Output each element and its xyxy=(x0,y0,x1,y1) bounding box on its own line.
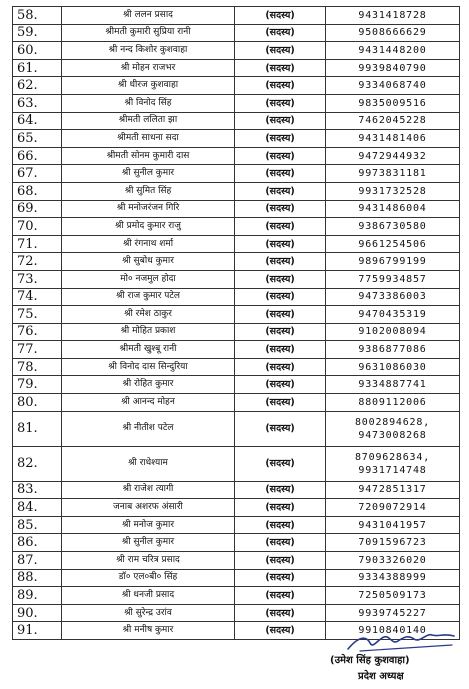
phone-cell xyxy=(326,270,460,288)
phone-number: 8809112006 xyxy=(358,396,427,408)
phone-number: 9472851317 xyxy=(358,484,427,496)
member-role: (सदस्य) xyxy=(235,77,326,95)
member-role: (सदस्य) xyxy=(235,516,326,534)
member-role: (सदस्य) xyxy=(235,288,326,306)
serial-number: 69. xyxy=(13,200,62,218)
member-role: (सदस्य) xyxy=(235,200,326,218)
member-name: श्रीमती साधना सदा xyxy=(62,130,235,148)
phone-cell xyxy=(326,59,460,77)
member-row xyxy=(13,306,460,324)
member-name: श्री सुनील कुमार xyxy=(62,534,235,552)
phone-cell xyxy=(326,569,460,587)
member-role: (सदस्य) xyxy=(235,306,326,324)
member-name: श्री राजेश त्यागी xyxy=(62,481,235,499)
member-row xyxy=(13,165,460,183)
member-name: श्री मनोजरंजन गिरि xyxy=(62,200,235,218)
serial-number: 89. xyxy=(13,587,62,605)
member-name: श्री धनजी प्रसाद xyxy=(62,587,235,605)
serial-number: 63. xyxy=(13,94,62,112)
serial-number: 73. xyxy=(13,270,62,288)
member-name: श्री धीरज कुशवाहा xyxy=(62,77,235,95)
member-name: श्री सुमित सिंह xyxy=(62,182,235,200)
member-role: (सदस्य) xyxy=(235,446,326,481)
member-name: श्री ललन प्रसाद xyxy=(62,7,235,25)
member-row xyxy=(13,358,460,376)
serial-number: 71. xyxy=(13,235,62,253)
serial-number: 74. xyxy=(13,288,62,306)
member-row xyxy=(13,94,460,112)
phone-number: 9661254506 xyxy=(358,238,427,250)
phone-number: 7903326020 xyxy=(358,554,427,566)
member-name: श्री विनोद सिंह xyxy=(62,94,235,112)
serial-number: 77. xyxy=(13,341,62,359)
serial-number: 90. xyxy=(13,604,62,622)
phone-number: 9473008268 xyxy=(358,429,427,441)
serial-number: 91. xyxy=(13,622,62,640)
member-role: (सदस्य) xyxy=(235,587,326,605)
member-rows xyxy=(13,7,460,640)
serial-number: 66. xyxy=(13,147,62,165)
phone-number: 9472944932 xyxy=(358,150,427,162)
member-list-table xyxy=(12,6,460,640)
handwritten-signature xyxy=(340,627,460,655)
member-role: (सदस्य) xyxy=(235,552,326,570)
member-row xyxy=(13,218,460,236)
member-row xyxy=(13,446,460,481)
phone-cell xyxy=(326,376,460,394)
member-name: श्री मनीष कुमार xyxy=(62,622,235,640)
phone-number: 9431486004 xyxy=(358,203,427,215)
phone-cell xyxy=(326,182,460,200)
member-name: श्री मोहित प्रकाश xyxy=(62,323,235,341)
member-role: (सदस्य) xyxy=(235,7,326,25)
phone-cell xyxy=(326,306,460,324)
serial-number: 85. xyxy=(13,516,62,534)
member-name: श्री सुरेन्द्र उरांव xyxy=(62,604,235,622)
serial-number: 68. xyxy=(13,182,62,200)
phone-cell xyxy=(326,587,460,605)
phone-number: 9973831181 xyxy=(358,168,427,180)
member-role: (सदस्य) xyxy=(235,604,326,622)
member-row xyxy=(13,7,460,25)
phone-number: 9431448200 xyxy=(358,44,427,56)
phone-cell xyxy=(326,253,460,271)
phone-number: 9334887741 xyxy=(358,379,427,391)
phone-number: 9431041957 xyxy=(358,519,427,531)
member-role: (सदस्य) xyxy=(235,270,326,288)
member-name: मो० नजमुल होदा xyxy=(62,270,235,288)
member-role: (सदस्य) xyxy=(235,481,326,499)
serial-number: 81. xyxy=(13,411,62,446)
phone-number: 9473386003 xyxy=(358,291,427,303)
phone-cell xyxy=(326,516,460,534)
phone-number: 7250509173 xyxy=(358,590,427,602)
phone-number: 9334388999 xyxy=(358,572,427,584)
phone-cell xyxy=(326,446,460,481)
member-name: श्री नीतीश पटेल xyxy=(62,411,235,446)
member-row xyxy=(13,24,460,42)
member-name: श्री मनोज कुमार xyxy=(62,516,235,534)
member-name: श्री विनोद दास सिन्दुरिया xyxy=(62,358,235,376)
member-role: (सदस्य) xyxy=(235,394,326,412)
member-role: (सदस्य) xyxy=(235,165,326,183)
member-row xyxy=(13,516,460,534)
member-row xyxy=(13,323,460,341)
phone-cell xyxy=(326,77,460,95)
member-row xyxy=(13,200,460,218)
member-name: श्री सुबोध कुमार xyxy=(62,253,235,271)
member-row xyxy=(13,182,460,200)
phone-number: 7759934857 xyxy=(358,273,427,285)
serial-number: 60. xyxy=(13,42,62,60)
serial-number: 67. xyxy=(13,165,62,183)
member-role: (सदस्य) xyxy=(235,499,326,517)
member-name: डॉ० एल०बी० सिंह xyxy=(62,569,235,587)
phone-cell xyxy=(326,394,460,412)
member-row xyxy=(13,376,460,394)
serial-number: 80. xyxy=(13,394,62,412)
phone-cell xyxy=(326,147,460,165)
phone-number: 9939745227 xyxy=(358,607,427,619)
phone-cell xyxy=(326,165,460,183)
member-row xyxy=(13,341,460,359)
phone-cell xyxy=(326,112,460,130)
phone-number: 9931732528 xyxy=(358,185,427,197)
member-role: (सदस्य) xyxy=(235,112,326,130)
serial-number: 86. xyxy=(13,534,62,552)
member-name: श्री राधेश्याम xyxy=(62,446,235,481)
serial-number: 59. xyxy=(13,24,62,42)
serial-number: 70. xyxy=(13,218,62,236)
phone-number: 9910840140 xyxy=(358,625,427,637)
phone-number: 9334068740 xyxy=(358,80,427,92)
member-role: (सदस्य) xyxy=(235,358,326,376)
phone-number: 7462045228 xyxy=(358,115,427,127)
phone-cell xyxy=(326,604,460,622)
phone-cell xyxy=(326,235,460,253)
serial-number: 75. xyxy=(13,306,62,324)
phone-cell xyxy=(326,24,460,42)
member-row xyxy=(13,270,460,288)
member-row xyxy=(13,288,460,306)
member-name: श्री रोहित कुमार xyxy=(62,376,235,394)
phone-number: 9631086030 xyxy=(358,361,427,373)
phone-number: 8709628634, xyxy=(354,451,431,463)
member-row xyxy=(13,42,460,60)
member-row xyxy=(13,411,460,446)
phone-cell xyxy=(326,411,460,446)
member-row xyxy=(13,235,460,253)
member-row xyxy=(13,77,460,95)
phone-cell xyxy=(326,94,460,112)
phone-number: 9431418728 xyxy=(358,9,427,21)
serial-number: 78. xyxy=(13,358,62,376)
member-role: (सदस्य) xyxy=(235,534,326,552)
member-row xyxy=(13,534,460,552)
member-role: (सदस्य) xyxy=(235,622,326,640)
serial-number: 65. xyxy=(13,130,62,148)
member-name: जनाब अशरफ अंसारी xyxy=(62,499,235,517)
phone-number: 9386730580 xyxy=(358,220,427,232)
serial-number: 62. xyxy=(13,77,62,95)
phone-cell xyxy=(326,130,460,148)
member-name: श्रीमती ललिता झा xyxy=(62,112,235,130)
member-name: श्रीमती कुमारी सुप्रिया रानी xyxy=(62,24,235,42)
member-row xyxy=(13,394,460,412)
member-role: (सदस्य) xyxy=(235,569,326,587)
member-row xyxy=(13,59,460,77)
serial-number: 84. xyxy=(13,499,62,517)
phone-number: 8002894628, xyxy=(354,416,431,428)
phone-number: 9386877086 xyxy=(358,344,427,356)
member-name: श्रीमती खुश्बू रानी xyxy=(62,341,235,359)
member-role: (सदस्य) xyxy=(235,147,326,165)
phone-cell xyxy=(326,42,460,60)
member-role: (सदस्य) xyxy=(235,24,326,42)
member-role: (सदस्य) xyxy=(235,235,326,253)
phone-number: 7091596723 xyxy=(358,537,427,549)
phone-number: 9470435319 xyxy=(358,308,427,320)
member-role: (सदस्य) xyxy=(235,341,326,359)
member-role: (सदस्य) xyxy=(235,218,326,236)
serial-number: 87. xyxy=(13,552,62,570)
phone-cell xyxy=(326,218,460,236)
phone-cell xyxy=(326,323,460,341)
member-name: श्री मोहन राजभर xyxy=(62,59,235,77)
phone-cell xyxy=(326,358,460,376)
phone-number: 9508666629 xyxy=(358,27,427,39)
phone-number: 9939840790 xyxy=(358,62,427,74)
member-role: (सदस्य) xyxy=(235,42,326,60)
member-row xyxy=(13,604,460,622)
member-name: श्री रमेश ठाकुर xyxy=(62,306,235,324)
serial-number: 88. xyxy=(13,569,62,587)
member-name: श्री रंगनाथ शर्मा xyxy=(62,235,235,253)
member-row xyxy=(13,130,460,148)
phone-number: 9896799199 xyxy=(358,256,427,268)
member-role: (सदस्य) xyxy=(235,253,326,271)
phone-cell xyxy=(326,481,460,499)
member-row xyxy=(13,253,460,271)
phone-cell xyxy=(326,534,460,552)
serial-number: 83. xyxy=(13,481,62,499)
member-row xyxy=(13,569,460,587)
member-name: श्रीमती सोनम कुमारी दास xyxy=(62,147,235,165)
signatory-title: प्रदेश अध्यक्ष xyxy=(358,671,404,682)
member-row xyxy=(13,499,460,517)
member-name: श्री आनन्द मोहन xyxy=(62,394,235,412)
serial-number: 72. xyxy=(13,253,62,271)
member-role: (सदस्य) xyxy=(235,323,326,341)
member-role: (सदस्य) xyxy=(235,376,326,394)
phone-number: 9835009516 xyxy=(358,97,427,109)
member-row xyxy=(13,147,460,165)
phone-cell xyxy=(326,341,460,359)
member-row xyxy=(13,112,460,130)
member-name: श्री राज कुमार पटेल xyxy=(62,288,235,306)
signatory-name: (उमेश सिंह कुशवाहा) xyxy=(330,655,410,666)
serial-number: 58. xyxy=(13,7,62,25)
member-name: श्री नन्द किशोर कुशवाहा xyxy=(62,42,235,60)
phone-cell xyxy=(326,552,460,570)
member-row xyxy=(13,552,460,570)
serial-number: 61. xyxy=(13,59,62,77)
phone-cell xyxy=(326,499,460,517)
member-role: (सदस्य) xyxy=(235,94,326,112)
phone-number: 7209072914 xyxy=(358,502,427,514)
serial-number: 64. xyxy=(13,112,62,130)
member-role: (सदस्य) xyxy=(235,130,326,148)
serial-number: 76. xyxy=(13,323,62,341)
phone-cell xyxy=(326,200,460,218)
member-name: श्री राम चरित्र प्रसाद xyxy=(62,552,235,570)
member-row xyxy=(13,481,460,499)
member-name: श्री सुनील कुमार xyxy=(62,165,235,183)
phone-cell xyxy=(326,288,460,306)
member-role: (सदस्य) xyxy=(235,182,326,200)
member-role: (सदस्य) xyxy=(235,59,326,77)
serial-number: 82. xyxy=(13,446,62,481)
serial-number: 79. xyxy=(13,376,62,394)
member-role: (सदस्य) xyxy=(235,411,326,446)
phone-number: 9931714748 xyxy=(358,464,427,476)
phone-cell xyxy=(326,7,460,25)
phone-number: 9102008094 xyxy=(358,326,427,338)
member-row xyxy=(13,587,460,605)
member-name: श्री प्रमोद कुमार राजु xyxy=(62,218,235,236)
phone-number: 9431481406 xyxy=(358,132,427,144)
